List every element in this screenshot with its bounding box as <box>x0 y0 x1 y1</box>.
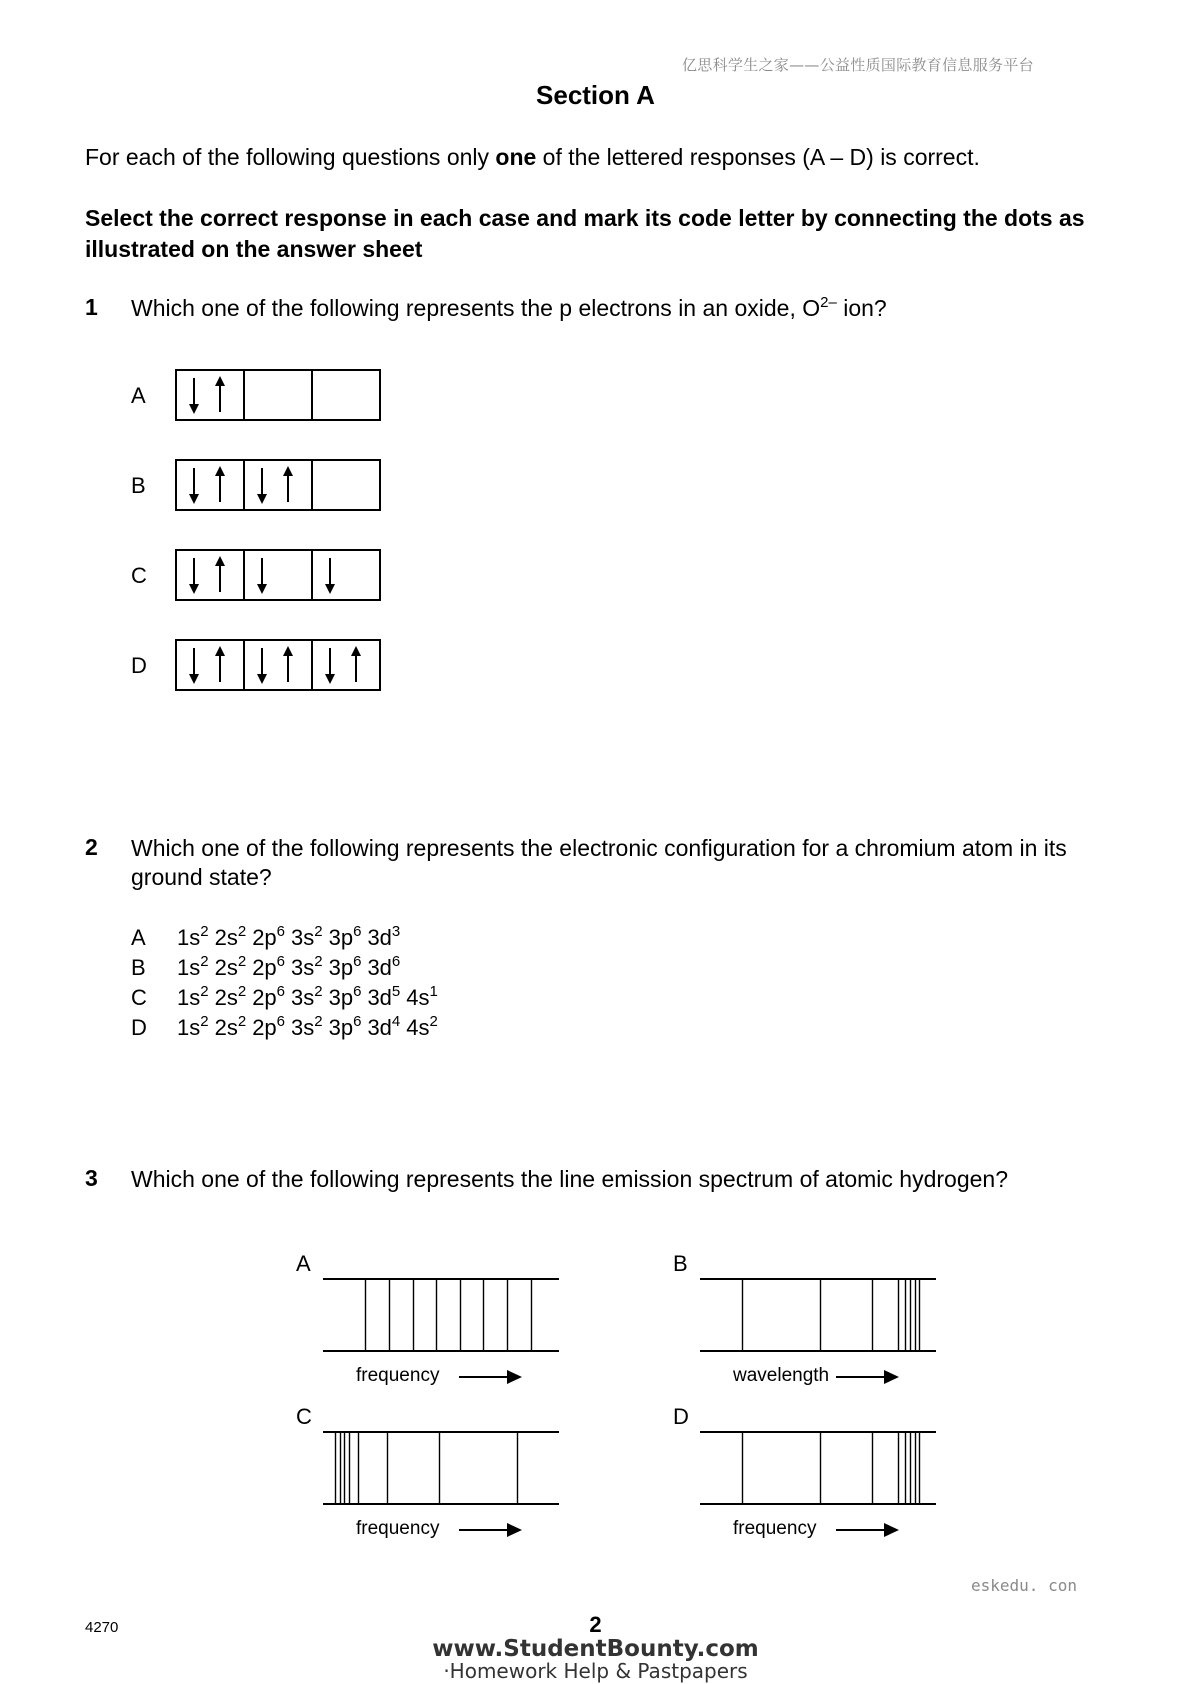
footer-studentbounty-url: www.StudentBounty.com <box>432 1636 759 1662</box>
config-term: $3d^6$ <box>367 953 401 980</box>
spectrum-axis-label: frequency <box>356 1518 440 1539</box>
config-term: $3p^6$ <box>328 983 362 1010</box>
spin-up-arrow <box>351 646 361 682</box>
q2-option-a <box>131 925 406 951</box>
spectrum-b <box>700 1277 938 1353</box>
spin-up-arrow <box>215 466 225 502</box>
spin-down-arrow <box>325 648 335 684</box>
orbital-box <box>312 370 380 420</box>
q2-number: 2 <box>85 834 98 860</box>
config-term: $3p^6$ <box>328 953 362 980</box>
spin-down-arrow <box>189 558 199 594</box>
config-term: $1s^2$ <box>177 923 209 950</box>
q1-option-label: A <box>131 383 146 408</box>
config-term: $2p^6$ <box>252 1013 286 1040</box>
q3-text: Which one of the following represents the line emission spectrum of atomic hydrogen? <box>131 1166 1009 1192</box>
intro-after: of the lettered responses (A – D) is correct. <box>536 144 980 170</box>
q1-number: 1 <box>85 294 98 320</box>
q1-option-b-orbitals <box>174 458 386 514</box>
spin-up-arrow <box>215 376 225 412</box>
config-term: $1s^2$ <box>177 983 209 1010</box>
q3-number: 3 <box>85 1165 98 1191</box>
intro-before: For each of the following questions only <box>85 144 496 170</box>
orbital-box <box>176 460 244 510</box>
spin-down-arrow <box>189 378 199 414</box>
q1-option-label: D <box>131 653 147 678</box>
spin-down-arrow <box>257 648 267 684</box>
orbital-box <box>244 370 312 420</box>
axis-arrow-icon <box>459 1520 525 1540</box>
config-term: $3s^2$ <box>291 923 323 950</box>
config-term: $3s^2$ <box>291 1013 323 1040</box>
q1-option-label: B <box>131 473 146 498</box>
q2-option-label: A <box>131 925 146 950</box>
spin-down-arrow <box>325 558 335 594</box>
spectrum-axis-label: wavelength <box>733 1365 830 1386</box>
q1-text <box>131 294 1121 323</box>
q3-spectrum-label: A <box>296 1251 311 1276</box>
config-term: $3p^6$ <box>328 923 362 950</box>
orbital-box <box>176 370 244 420</box>
config-term: $2s^2$ <box>214 953 247 980</box>
config-term: $2p^6$ <box>252 923 286 950</box>
section-title: Section A <box>536 80 655 110</box>
config-term: $2p^6$ <box>252 983 286 1010</box>
config-term: $1s^2$ <box>177 953 209 980</box>
q3-spectrum-label: D <box>673 1404 689 1429</box>
q2-text: Which one of the following represents the electronic configuration for a chromium atom in its ground state? <box>131 835 1067 890</box>
q2-option-label: D <box>131 1015 147 1040</box>
orbital-box <box>176 550 244 600</box>
config-term: $3d^5$ <box>367 983 401 1010</box>
spin-up-arrow <box>283 466 293 502</box>
orbital-box <box>176 640 244 690</box>
axis-arrow-icon <box>459 1367 525 1387</box>
spectrum-c <box>323 1430 561 1506</box>
orbital-box <box>244 640 312 690</box>
config-term: $4s^2$ <box>406 1013 438 1040</box>
q1-option-a-orbitals <box>174 368 386 424</box>
spin-down-arrow <box>257 558 267 594</box>
orbital-box <box>244 460 312 510</box>
spin-up-arrow <box>215 556 225 592</box>
q2-option-d <box>131 1015 444 1041</box>
orbital-box <box>244 550 312 600</box>
spectrum-axis-label: frequency <box>733 1518 817 1539</box>
axis-arrow-icon <box>836 1367 902 1387</box>
q1-text-sup: 2– <box>820 294 837 311</box>
orbital-box <box>312 640 380 690</box>
config-term: $3d^4$ <box>367 1013 401 1040</box>
q1-text-after: ion? <box>836 295 887 321</box>
q3-spectrum-label: C <box>296 1404 312 1429</box>
config-term: $2p^6$ <box>252 953 286 980</box>
footer-studentbounty-tagline: ·Homework Help & Pastpapers <box>443 1659 748 1683</box>
config-term: $2s^2$ <box>214 923 247 950</box>
config-term: $3p^6$ <box>328 1013 362 1040</box>
spin-down-arrow <box>257 468 267 504</box>
q2-option-b <box>131 955 406 981</box>
spin-down-arrow <box>189 468 199 504</box>
orbital-box <box>312 460 380 510</box>
q1-text-before: Which one of the following represents the p electrons in an oxide, O <box>131 295 821 321</box>
config-term: $3s^2$ <box>291 953 323 980</box>
q1-option-d-orbitals <box>174 638 386 694</box>
axis-arrow-icon <box>836 1520 902 1540</box>
q3-spectrum-label: B <box>673 1251 688 1276</box>
config-term: $3s^2$ <box>291 983 323 1010</box>
spectrum-a <box>323 1277 561 1353</box>
orbital-box <box>312 550 380 600</box>
spin-up-arrow <box>283 646 293 682</box>
q1-option-c-orbitals <box>174 548 386 604</box>
intro-text <box>85 144 980 171</box>
q2-option-label: C <box>131 985 147 1010</box>
intro-bold: one <box>495 144 537 170</box>
q2-option-label: B <box>131 955 146 980</box>
spin-down-arrow <box>189 648 199 684</box>
spin-up-arrow <box>215 646 225 682</box>
config-term: $3d^3$ <box>367 923 401 950</box>
q2-option-c <box>131 985 444 1011</box>
watermark-bottom: eskedu. con <box>971 1576 1077 1595</box>
watermark-top: 亿思科学生之家——公益性质国际教育信息服务平台 <box>682 56 1034 74</box>
config-term: $2s^2$ <box>214 1013 247 1040</box>
q1-option-label: C <box>131 563 147 588</box>
spectrum-d <box>700 1430 938 1506</box>
page-number: 2 <box>589 1612 602 1637</box>
config-term: $4s^1$ <box>406 983 438 1010</box>
instruction-text: Select the correct response in each case and mark its code letter by connecting the dots as illustrated on the answer sheet <box>85 205 1085 262</box>
config-term: $2s^2$ <box>214 983 247 1010</box>
config-term: $1s^2$ <box>177 1013 209 1040</box>
spectrum-axis-label: frequency <box>356 1365 440 1386</box>
paper-code: 4270 <box>85 1619 119 1636</box>
